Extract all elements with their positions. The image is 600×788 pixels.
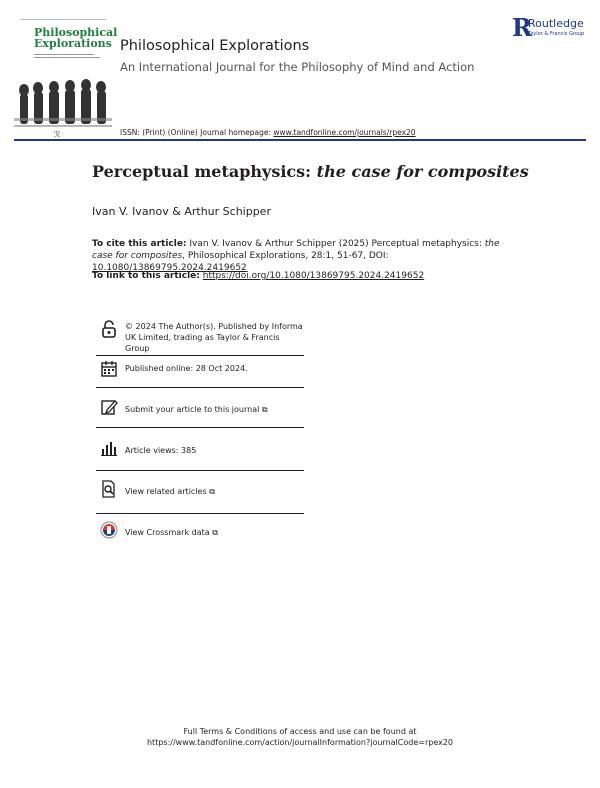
issn-label: ISSN: (Print) (Online) Journal homepage: [120, 128, 272, 137]
license-row [96, 320, 304, 356]
edit-pencil-icon [100, 398, 118, 416]
article-doi-link[interactable]: https://doi.org/10.1080/13869795.2024.2419652 [202, 271, 425, 281]
row-divider [96, 513, 304, 514]
row-divider [96, 427, 304, 428]
citation-text-2: , Philosophical Explorations, 28:1, 51-67, DOI: [182, 251, 389, 261]
citation-text-1: Ivan V. Ivanov & Arthur Schipper (2025) Perceptual metaphysics: [189, 239, 482, 249]
journal-subtitle: An International Journal for the Philosophy of Mind and Action [120, 60, 475, 74]
cover-figures-image [14, 70, 112, 130]
published-row [96, 360, 304, 382]
link-label: To link to this article: [92, 271, 200, 281]
published-date-text: Published online: 28 Oct 2024. [125, 364, 248, 373]
row-divider [96, 470, 304, 471]
cover-publisher-logo-icon: ℛ [54, 130, 61, 139]
cover-rule [20, 19, 106, 24]
article-title-italic: the case for composites [316, 162, 529, 181]
footer-terms-text: Full Terms & Conditions of access and use can be found at [183, 727, 417, 736]
header-divider [14, 139, 586, 141]
search-document-icon [100, 480, 118, 498]
journal-cover [14, 14, 118, 142]
open-access-lock-icon [100, 320, 118, 338]
cover-subtitle-lines [34, 52, 108, 62]
row-divider [96, 387, 304, 388]
crossmark-icon [100, 521, 118, 539]
crossmark-link[interactable] [125, 527, 218, 538]
routledge-r-icon: R [512, 13, 532, 42]
submit-article-label: Submit your article to this journal [125, 405, 260, 414]
submit-article-link[interactable] [125, 404, 268, 415]
views-row [96, 439, 304, 461]
cover-title: Philosophical Explorations [34, 26, 118, 50]
bar-chart-icon [100, 439, 118, 457]
license-text: © 2024 The Author(s). Published by Informa UK Limited, trading as Taylor & Francis Group [125, 322, 303, 353]
article-authors: Ivan V. Ivanov & Arthur Schipper [92, 205, 271, 218]
article-title [92, 162, 529, 181]
journal-homepage-link[interactable]: www.tandfonline.com/journals/rpex20 [273, 128, 416, 137]
journal-title: Philosophical Explorations [120, 38, 310, 54]
related-articles-label: View related articles [125, 487, 207, 496]
row-divider [96, 355, 304, 356]
related-row[interactable] [96, 480, 304, 502]
crossmark-label: View Crossmark data [125, 528, 210, 537]
citation-label: To cite this article: [92, 239, 187, 249]
citation-title-italic: the case for composites [92, 239, 500, 261]
crossmark-row[interactable] [96, 521, 304, 543]
article-link-block [92, 270, 512, 282]
submit-row[interactable] [96, 398, 304, 420]
issn-line [120, 128, 416, 137]
related-articles-link[interactable] [125, 486, 215, 497]
external-link-icon: ⧉ [212, 528, 218, 537]
citation-block [92, 238, 512, 274]
article-title-main: Perceptual metaphysics: [92, 162, 312, 181]
article-views-text: Article views: 385 [125, 446, 197, 455]
publisher-name: Routledge [528, 17, 584, 30]
footer [0, 726, 600, 748]
footer-terms-link[interactable]: https://www.tandfonline.com/action/journalInformation?journalCode=rpex20 [146, 738, 454, 747]
publisher-tagline: Taylor & Francis Group [528, 31, 585, 37]
citation-doi-link[interactable]: 10.1080/13869795.2024.2419652 [92, 263, 247, 273]
calendar-icon [100, 360, 118, 378]
external-link-icon: ⧉ [209, 487, 215, 496]
external-link-icon: ⧉ [261, 405, 268, 414]
